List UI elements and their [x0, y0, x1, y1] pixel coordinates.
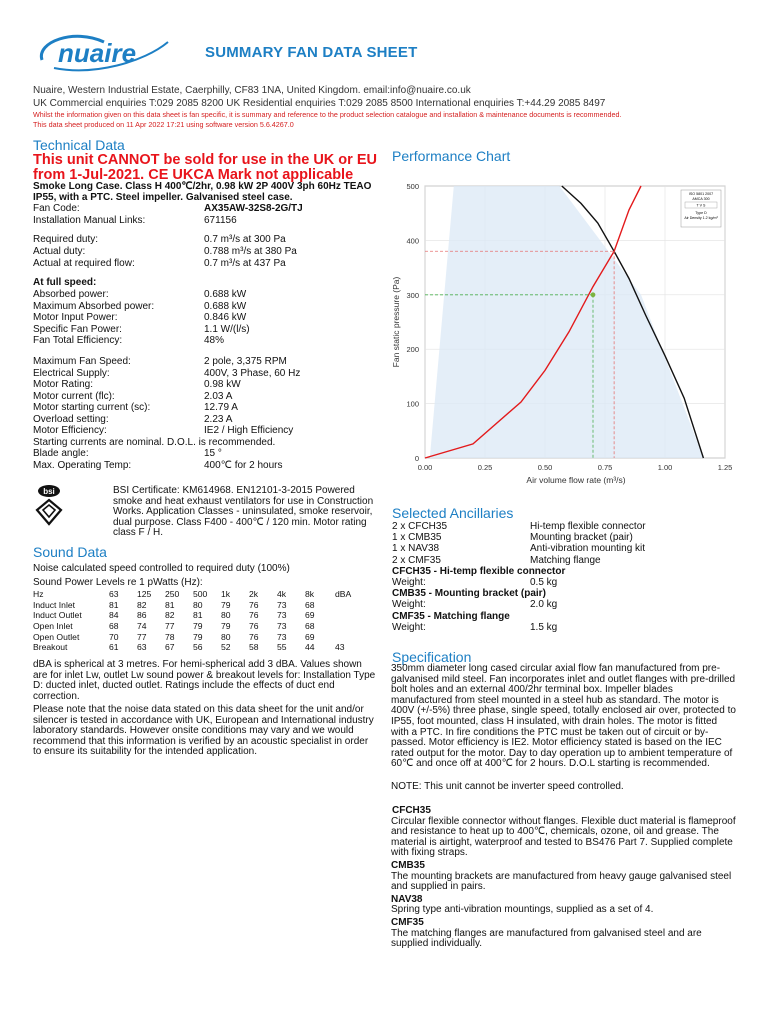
list-item: Motor current (flc): 2.03 A [33, 390, 233, 402]
x-tick-label: 0.75 [597, 463, 613, 472]
unit-description: Smoke Long Case. Class H 400℃/2hr, 0.98 kW 2P 400V 3ph 60Hz TEAO IP55, with a PTC. Steel impeller. Galvanised steel case. [33, 181, 372, 203]
actual-duty-row: Actual duty: 0.788 m³/s at 380 Pa [33, 246, 297, 257]
y-tick-label: 200 [406, 345, 419, 355]
manual-row: Installation Manual Links: 671156 [33, 215, 237, 226]
ancillary-detail-title: CFCH35 - Hi-temp flexible connector [392, 565, 566, 577]
nuaire-logo [34, 32, 174, 76]
list-item: Absorbed power: 0.688 kW [33, 289, 247, 300]
chart-legend-inset [681, 190, 721, 227]
performance-heading: Performance Chart [392, 148, 511, 164]
table-row: Induct Inlet 81 82 81 80 79 76 73 68 [33, 599, 315, 610]
spec-item-text: Circular flexible connector without flanges. Flexible duct material is flameproof and resistance to heat up to 400℃, chemicals, ozone, oil and grease. The material is airtight, waterproof and tested to BS476 Part 7. Supplied complete with fixing straps. [391, 815, 736, 859]
list-item: Blade angle: 15 ° [33, 448, 222, 459]
y-tick-label: 300 [406, 290, 419, 300]
table-row: Breakout 61 63 67 56 52 58 55 44 43 [33, 642, 345, 653]
ancillary-detail-title: CMF35 - Matching flange [392, 610, 510, 622]
list-item: Motor Rating: 0.98 kW [33, 379, 241, 390]
y-tick-label: 400 [406, 236, 419, 246]
bsi-kitemark-icon [34, 484, 74, 526]
list-item: Fan Total Efficiency: 48% [33, 335, 225, 346]
sound-levels-title: Sound Power Levels re 1 pWatts (Hz): [33, 577, 203, 588]
spec-item-text: Spring type anti-vibration mountings, supplied as a set of 4. [391, 904, 654, 916]
full-speed-list [33, 289, 250, 347]
specification-heading: Specification [392, 649, 472, 665]
x-tick-label: 0.50 [537, 463, 553, 472]
spec-item-text: The mounting brackets are manufactured from heavy gauge galvanised steel and supplied in pairs. [391, 870, 732, 893]
fan-code-row: Fan Code: AX35AW-32S8-2G/TJ [33, 203, 303, 214]
list-item: Maximum Absorbed power: 0.688 kW [33, 300, 247, 312]
spec-item-title: CMF35 [391, 916, 424, 928]
list-item: Motor Input Power: 0.846 kW [33, 312, 247, 323]
spec-item-title: NAV38 [391, 893, 423, 905]
starting-note: Starting currents are nominal. D.O.L. is recommended. [33, 436, 276, 448]
x-tick-label: 1.00 [657, 463, 673, 472]
y-tick-label: 500 [406, 182, 419, 191]
list-item: 2 x CMF35 Matching flange [392, 554, 601, 566]
sound-table [33, 589, 355, 653]
table-header-row: Hz 63 125 250 500 1k 2k 4k 8k dBA [33, 589, 352, 600]
list-item: Weight: 2.0 kg [392, 599, 558, 611]
y-tick-label: 0 [414, 454, 419, 463]
list-item: Motor starting current (sc): 12.79 A [33, 402, 238, 413]
sound-para-1: dBA is spherical at 3 metres. For hemi-spherical add 3 dBA. Values shown are for inlet Lw, outlet Lw sound power & breakout levels for: Installation Type D: ducted inlet, ducted outlet. Ratings include the effects of duct end correction. [33, 659, 376, 702]
ancillaries-list [392, 521, 646, 633]
specification-body: 350mm diameter long cased circular axial flow fan manufactured from pre-galvanised mild steel. Fan incorporates inlet and outlet flanges with pre-drilled bolt holes and an external 400/2hr terminal box. Impeller blades manufactured from steel mounted in a steel hub as standard. The motor is 400V (+/-5%) three phase, single speed, totally enclosed air over, protected to IP55, foot mounted, class H insulated, with drain holes. The motor is fitted with a PTC. In fire conditions the PTC must be taken out of circuit or by-passed. Motor efficiency is IE2. Motor efficiency stated is based on the IEC rated output for the motor. Day to day operation up to ambient temperature of 60℃ and once off at 400℃ for 2 hours. D.O.L starting is recommended. [391, 663, 736, 770]
motor-list [33, 356, 300, 471]
table-row: Open Outlet 70 77 78 79 80 76 73 69 [33, 631, 315, 642]
list-item: Electrical Supply: 400V, 3 Phase, 60 Hz [33, 367, 301, 379]
inset-line: Air Density 1.2 kg/m³ [684, 216, 718, 220]
list-item: 1 x CMB35 Mounting bracket (pair) [392, 532, 633, 544]
x-tick-label: 0.25 [477, 463, 493, 472]
sound-para-2: Please note that the noise data stated on this data sheet for the unit and/or silencer is tested in accordance with UK, European and International industry laboratory standards. However onsite conditions may vary and we would recommend that this information is verified by an acoustic specialist in order to ensure its suitability for the intended application. [33, 704, 374, 758]
table-row: Open Inlet 68 74 77 79 79 76 73 68 [33, 621, 315, 632]
inset-line: ISO 5801 2007 [688, 192, 714, 196]
spec-item-title: CMB35 [391, 859, 425, 871]
list-item: Weight: 1.5 kg [392, 621, 558, 633]
performance-chart [385, 178, 745, 488]
list-item: Max. Operating Temp: 400℃ for 2 hours [33, 459, 283, 471]
specification-note: NOTE: This unit cannot be inverter speed controlled. [391, 781, 624, 792]
y-tick-label: 100 [406, 399, 419, 409]
inset-line: Type D [695, 211, 707, 215]
duty-point-marker [591, 292, 596, 297]
spec-item-text: The matching flanges are manufactured from galvanised steel and are supplied individually. [391, 927, 702, 950]
inset-line: T V S [696, 203, 706, 208]
list-item: 1 x NAV38 Anti-vibration mounting kit [392, 543, 646, 555]
bsi-certificate: BSI Certificate: KM614968. EN12101-3-2015 Powered smoke and heat exhaust ventilators for use in Construction Works. Application Classes - uninsulated, smoke reservoir, dual purpose. Class F400 - 400℃ / 120 min. Motor rating class F / H. [113, 485, 374, 539]
address-block: Nuaire, Western Industrial Estate, Caerphilly, CF83 1NA, United Kingdom. email:info@nuaire.co.uk UK Commercial enquiries T:029 2085 8200 UK Residential enquiries T:029 2085 8500 International enquiries T:+44.29 2085 8497 [33, 85, 606, 109]
x-axis-label: Air volume flow rate (m³/s) [526, 475, 626, 485]
list-item: Overload setting: 2.23 A [33, 413, 233, 425]
disclaimer: Whilst the information given on this data sheet is fan specific, it is summary and reference to the product selection catalogue and installation & maintenance documents is recommended. This data sheet produced on 11 Apr 2022 17:21 using software version 5.6.4267.0 [33, 110, 622, 129]
x-tick-label: 1.25 [717, 463, 733, 472]
list-item: Weight: 0.5 kg [392, 577, 558, 589]
technical-heading: Technical Data [33, 137, 125, 153]
sale-warning: This unit CANNOT be sold for use in the UK or EU from 1-Jul-2021. CE UKCA Mark not applicable [33, 152, 377, 183]
inset-line: AMCA 300 [692, 197, 710, 201]
table-row: Induct Outlet 84 86 82 81 80 76 73 69 [33, 610, 315, 621]
list-item: 2 x CFCH35 Hi-temp flexible connector [392, 521, 646, 532]
ancillary-detail-title: CMB35 - Mounting bracket (pair) [392, 588, 546, 600]
svg-text:nuaire: nuaire [58, 38, 137, 68]
sound-note: Noise calculated speed controlled to required duty (100%) [33, 563, 290, 574]
list-item: Maximum Fan Speed: 2 pole, 3,375 RPM [33, 356, 287, 367]
ancillaries-heading: Selected Ancillaries [392, 505, 514, 521]
page-title: SUMMARY FAN DATA SHEET [205, 44, 418, 61]
specification-items [391, 806, 736, 950]
x-tick-label: 0.00 [417, 463, 433, 472]
y-axis-label: Fan static pressure (Pa) [391, 276, 401, 368]
actual-flow-row: Actual at required flow: 0.7 m³/s at 437 Pa [33, 258, 286, 269]
list-item: Specific Fan Power: 1.1 W/(l/s) [33, 323, 250, 335]
sound-heading: Sound Data [33, 544, 107, 560]
spec-item-title: CFCH35 [392, 805, 431, 816]
svg-text:bsi: bsi [43, 487, 55, 496]
required-duty-row: Required duty: 0.7 m³/s at 300 Pa [33, 234, 286, 245]
list-item: Motor Efficiency: IE2 / High Efficiency [33, 425, 294, 436]
full-speed-label: At full speed: [33, 277, 97, 288]
